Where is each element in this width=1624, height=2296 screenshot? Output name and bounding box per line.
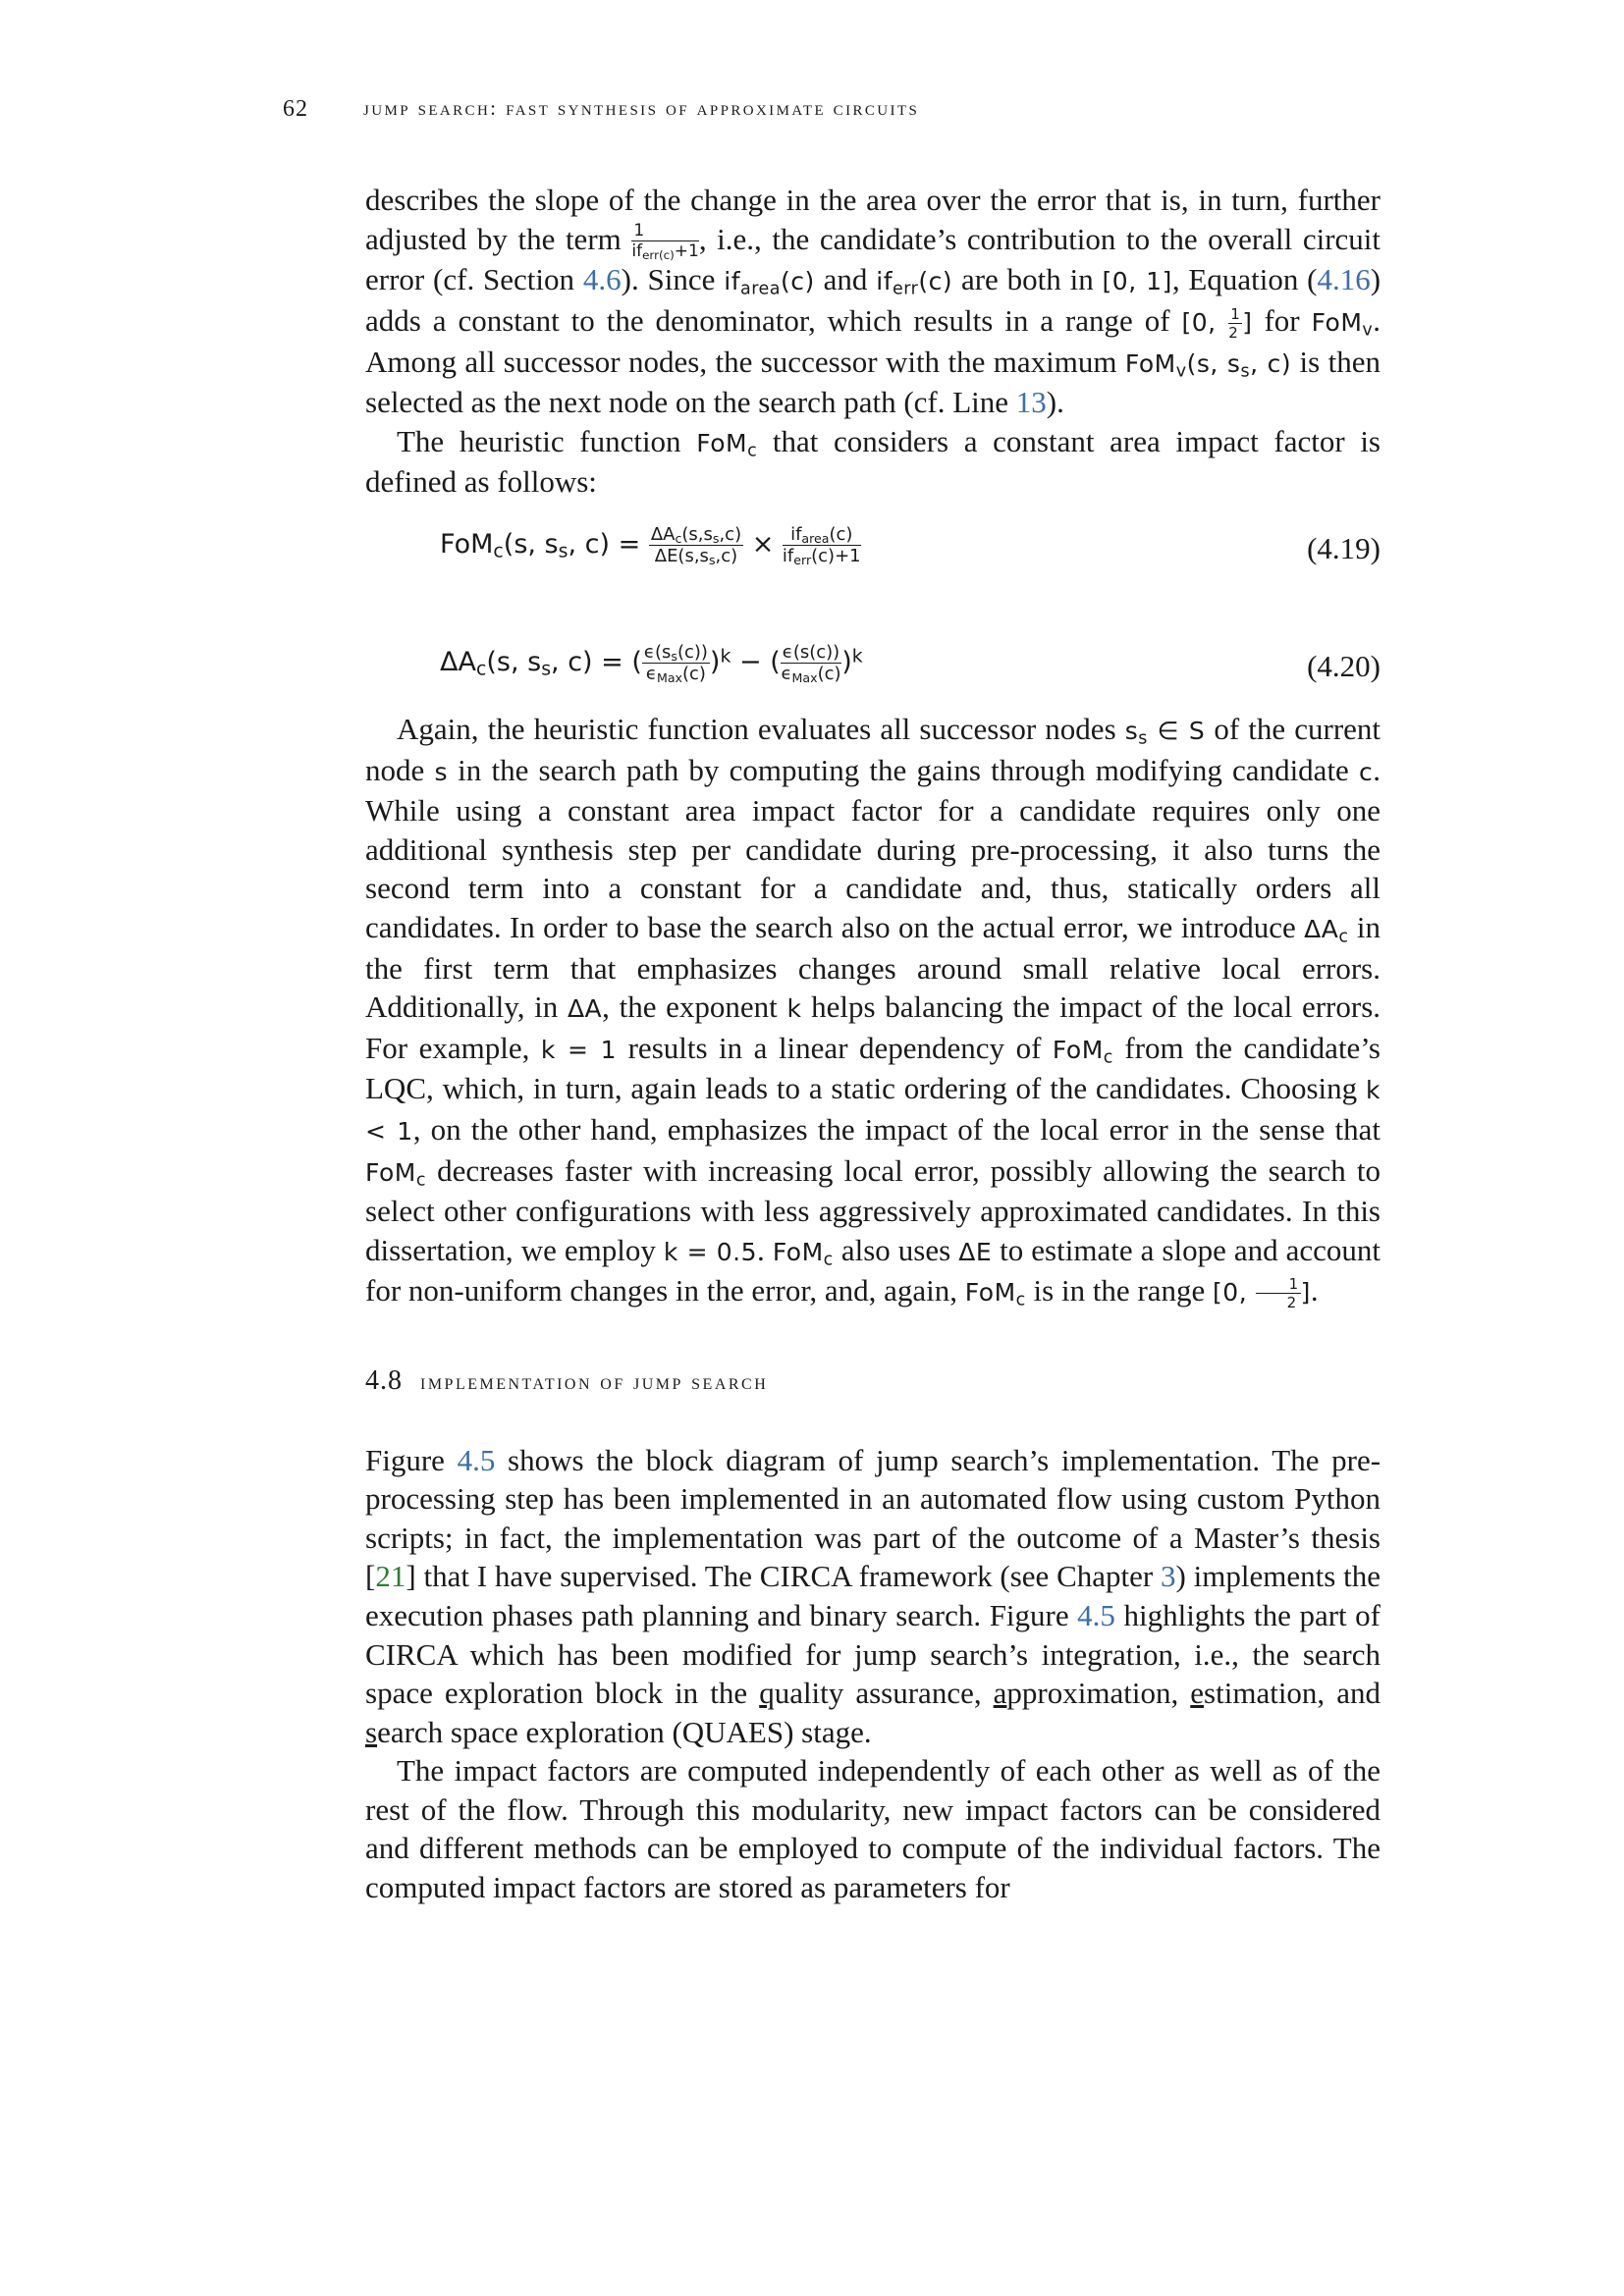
ref-figure-4-5-second[interactable]: 4.5	[1077, 1597, 1115, 1632]
section-title: implementation of jump search	[420, 1368, 769, 1394]
ref-chapter-3[interactable]: 3	[1161, 1559, 1176, 1594]
equation-number: (4.20)	[1307, 649, 1380, 684]
equation-number: (4.19)	[1307, 531, 1380, 566]
paragraph-1: describes the slope of the change in the area over the error that is, in turn, further adjusted by the term $\frac{1}{if_{err(c)}+1}$ , i.e., the candidate’s contribution to the overall circuit error (cf. Section 4.6). Since $if_{area}(c)$ and $if_{err}(c)$ are both in [0, 1], Equation (4.16) adds a constant to the denominator, which results in a range of [0, $\frac{1}{2}$ ] for FoM$_v$. Among all successor nodes, the successor with the maximum FoM$_v$(s, $s_s$, c) is then selected as the next node on the search path (cf. Line 13).	[365, 183, 1381, 420]
equation-4-20: $\Delta A_c(s$, $s_s$, c) = ( $\frac{\epsilon(s_s(c))}{\epsilon_{Max}(c)}$ )$^k$ − ( $\frac{\epsilon(s(c))}{\epsilon_{Max}(c)}$ )$^k$ (4.20)	[440, 641, 1380, 685]
page-number: 62	[283, 96, 308, 122]
paragraph-2: The heuristic function FoM$_c$ that considers a constant area impact factor is defined as follows:	[365, 423, 1380, 500]
equation-4-19: FoM$_c$(s, $s_s$, c) = $\frac{\Delta A_c(s,s_s,c)}{\Delta E(s,s_s,c)}$ × $\frac{if_{area}(c)}{if_{err}(c)+1}$ (4.19)	[440, 523, 1380, 567]
running-title: jump search: fast synthesis of approximate circuits	[363, 96, 920, 120]
paragraph-3: Again, the heuristic function evaluates all successor nodes $s_s$ ∈ S of the current node s in the search path by computing the gains through modifying candidate c. While using a constant area impact factor for a candidate requires only one additional synthesis step per candidate during pre-processing, it also turns the second term into a constant for a candidate and, thus, statically orders all candidates. In order to base the search also on the actual error, we introduce $\Delta A_c$ in the first term that emphasizes changes around small relative local errors. Additionally, in ΔA, the exponent k helps balancing the impact of the local errors. For example, k = 1 results in a linear dependency of FoM$_c$ from the candidate’s LQC, which, in turn, again leads to a static ordering of the candidates. Choosing k < 1, on the other hand, emphasizes the impact of the local error in the sense that FoM$_c$ decreases faster with increasing local error, possibly allowing the search to select other configurations with less aggressively approximated candidates. In this dissertation, we employ k = 0.5. FoM$_c$ also uses ΔE to estimate a slope and account for non-uniform changes in the error, and, again, FoM$_c$ is in the range [0, $\frac{1}{2}$ ].	[365, 712, 1381, 1312]
ref-line-13[interactable]: 13	[1015, 385, 1047, 420]
paragraph-5: The impact factors are computed independently of each other as well as of the rest of the flow. Through this modularity, new impact factors can be considered and different methods can be employed to compute of the individual factors. The computed impact factors are stored as parameters for	[365, 1753, 1380, 1905]
ref-equation-4-16[interactable]: 4.16	[1317, 262, 1371, 297]
section-number: 4.8	[365, 1364, 403, 1396]
paragraph-4: Figure 4.5 shows the block diagram of jump search’s implementation. The pre-processing step has been implemented in an automated flow using custom Python scripts; in fact, the implementation was part of the outcome of a Master’s thesis [21] that I have supervised. The CIRCA framework (see Chapter 3) implements the execution phases path planning and binary search. Figure 4.5 highlights the part of CIRCA which has been modified for jump search’s integration, i.e., the search space exploration block in the quality assurance, approximation, estimation, and search space exploration (QUAES) stage.	[365, 1442, 1381, 1749]
ref-figure-4-5[interactable]: 4.5	[457, 1442, 496, 1477]
running-header	[0, 96, 1624, 126]
fraction-if-err: $\frac{1}{if_{err(c)}+1}$	[631, 221, 699, 263]
ref-section-4-6[interactable]: 4.6	[582, 262, 622, 297]
page-body	[365, 181, 1380, 1907]
ref-citation-21[interactable]: 21	[375, 1559, 406, 1594]
section-heading	[365, 1362, 1380, 1402]
